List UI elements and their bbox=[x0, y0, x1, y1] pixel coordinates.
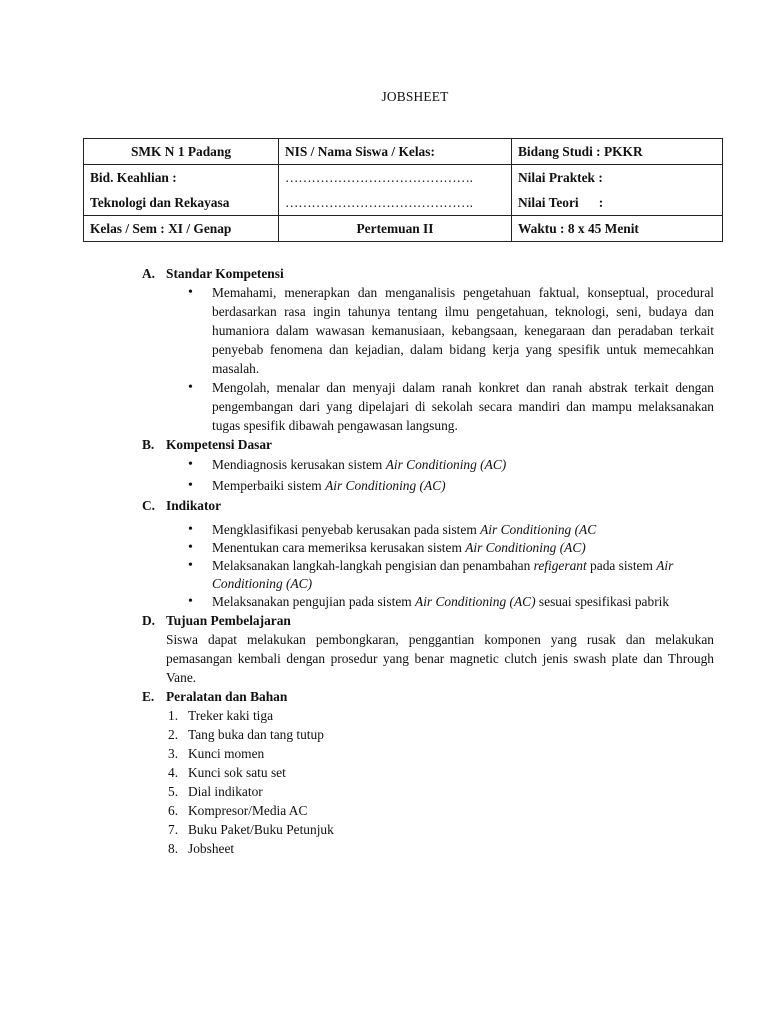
item-emphasis: Air Conditioning (AC) bbox=[385, 457, 507, 472]
list-item bbox=[168, 820, 714, 839]
section-title: Kompetensi Dasar bbox=[166, 437, 273, 452]
item-emphasis: Air Conditioning (AC) bbox=[325, 478, 446, 493]
school-cell: SMK N 1 Padang bbox=[84, 139, 279, 165]
section-b-heading bbox=[142, 435, 714, 454]
header-row-2 bbox=[84, 165, 723, 216]
item-number: 7. bbox=[168, 822, 179, 837]
item-text: Kunci momen bbox=[188, 746, 265, 761]
list-item bbox=[188, 557, 714, 593]
list-item bbox=[188, 521, 714, 539]
kompetensi-dasar-list bbox=[142, 454, 714, 496]
item-text: Menentukan cara memeriksa kerusakan sistem bbox=[212, 540, 466, 555]
item-number: 2. bbox=[168, 727, 179, 742]
list-item: • Memahami, menerapkan dan menganalisis pengetahuan faktual, konseptual, procedural berdasarkan rasa ingin tahunya tentang ilmu pengetahuan, teknologi, seni, budaya dan humaniora dalam wawasan kemanusiaan, kebangsaan, kenegaraan dan peradaban terkait penyebab fenomena dan kejadian, dalam bidang kerja yang spesifik untuk memecahkan masalah. bbox=[188, 283, 714, 378]
list-item bbox=[188, 539, 714, 557]
list-item bbox=[168, 782, 714, 801]
nis-label-cell: NIS / Nama Siswa / Kelas: bbox=[279, 139, 512, 165]
section-letter: A. bbox=[142, 266, 156, 281]
section-letter: B. bbox=[142, 437, 155, 452]
waktu-cell: Waktu : 8 x 45 Menit bbox=[512, 216, 723, 242]
item-emphasis: Air Conditioning (AC) bbox=[415, 594, 536, 609]
item-text: Mengklasifikasi penyebab kerusakan pada sistem bbox=[212, 522, 481, 537]
list-item bbox=[168, 839, 714, 858]
item-text: Buku Paket/Buku Petunjuk bbox=[188, 822, 334, 837]
item-text: pada sistem bbox=[586, 558, 657, 573]
section-title: Standar Kompetensi bbox=[166, 266, 284, 281]
header-row-1 bbox=[84, 139, 723, 165]
section-e-heading bbox=[142, 687, 714, 706]
section-title: Peralatan dan Bahan bbox=[166, 689, 288, 704]
item-text: Melaksanakan langkah-langkah pengisian dan penambahan bbox=[212, 558, 534, 573]
item-text: Melaksanakan pengujian pada sistem bbox=[212, 594, 416, 609]
section-a-heading bbox=[142, 264, 714, 283]
item-number: 1. bbox=[168, 708, 179, 723]
list-item bbox=[168, 725, 714, 744]
section-d-heading bbox=[142, 611, 714, 630]
kelas-sem-cell: Kelas / Sem : XI / Genap bbox=[84, 216, 279, 242]
nilai-teori: Nilai Teori : bbox=[518, 195, 604, 210]
item-number: 6. bbox=[168, 803, 179, 818]
list-item bbox=[188, 454, 714, 475]
list-item bbox=[168, 744, 714, 763]
item-emphasis: refigerant bbox=[533, 558, 587, 573]
item-text: Kunci sok satu set bbox=[188, 765, 286, 780]
item-emphasis: Air Conditioning (AC bbox=[480, 522, 597, 537]
section-letter: E. bbox=[142, 689, 155, 704]
nilai-praktek: Nilai Praktek : bbox=[518, 170, 603, 185]
bid-keahlian-label: Bid. Keahlian : bbox=[90, 170, 177, 185]
item-text: Tang buka dan tang tutup bbox=[188, 727, 324, 742]
item-emphasis: Air Conditioning (AC) bbox=[212, 558, 674, 591]
list-item bbox=[188, 593, 714, 611]
section-letter: D. bbox=[142, 613, 156, 628]
item-number: 3. bbox=[168, 746, 179, 761]
bid-keahlian-cell bbox=[84, 165, 279, 216]
bidang-studi-cell: Bidang Studi : PKKR bbox=[512, 139, 723, 165]
item-text: sesuai spesifikasi pabrik bbox=[535, 594, 670, 609]
item-number: 8. bbox=[168, 841, 179, 856]
list-item bbox=[168, 801, 714, 820]
item-number: 5. bbox=[168, 784, 179, 799]
pertemuan-cell: Pertemuan II bbox=[279, 216, 512, 242]
standar-kompetensi-list bbox=[142, 283, 714, 435]
item-text: Treker kaki tiga bbox=[188, 708, 274, 723]
section-c-heading bbox=[142, 496, 714, 515]
list-item: • Mengolah, menalar dan menyaji dalam ranah konkret dan ranah abstrak terkait dengan pengembangan dari yang dipelajari di sekolah secara mandiri dan mampu melaksanakan tugas spesifik dibawah pengawasan langsung. bbox=[188, 378, 714, 435]
bid-keahlian-value: Teknologi dan Rekayasa bbox=[90, 195, 230, 210]
indikator-list bbox=[142, 521, 714, 611]
dots-line-2: ……………………………………. bbox=[285, 195, 473, 210]
list-item bbox=[188, 475, 714, 496]
item-text: Kompresor/Media AC bbox=[188, 803, 308, 818]
list-item bbox=[168, 706, 714, 725]
header-row-3 bbox=[84, 216, 723, 242]
nilai-cell bbox=[512, 165, 723, 216]
section-title: Indikator bbox=[166, 498, 222, 513]
item-text: Jobsheet bbox=[188, 841, 235, 856]
item-emphasis: Air Conditioning (AC) bbox=[465, 540, 586, 555]
item-text: Memperbaiki sistem bbox=[212, 478, 326, 493]
tujuan-paragraph: Siswa dapat melakukan pembongkaran, penggantian komponen yang rusak dan melakukan pemasangan kembali dengan prosedur yang benar magnetic clutch jenis swash plate dan Through Vane. bbox=[166, 632, 714, 685]
item-text: Mendiagnosis kerusakan sistem bbox=[212, 457, 386, 472]
dots-line-1: ……………………………………. bbox=[285, 170, 473, 185]
item-number: 4. bbox=[168, 765, 179, 780]
header-table bbox=[83, 138, 723, 242]
section-letter: C. bbox=[142, 498, 156, 513]
item-text: Dial indikator bbox=[188, 784, 263, 799]
content-body bbox=[142, 264, 714, 858]
peralatan-list bbox=[142, 706, 714, 858]
list-item bbox=[168, 763, 714, 782]
section-title: Tujuan Pembelajaran bbox=[166, 613, 291, 628]
document-title: JOBSHEET bbox=[381, 89, 449, 104]
student-dots-cell bbox=[279, 165, 512, 216]
